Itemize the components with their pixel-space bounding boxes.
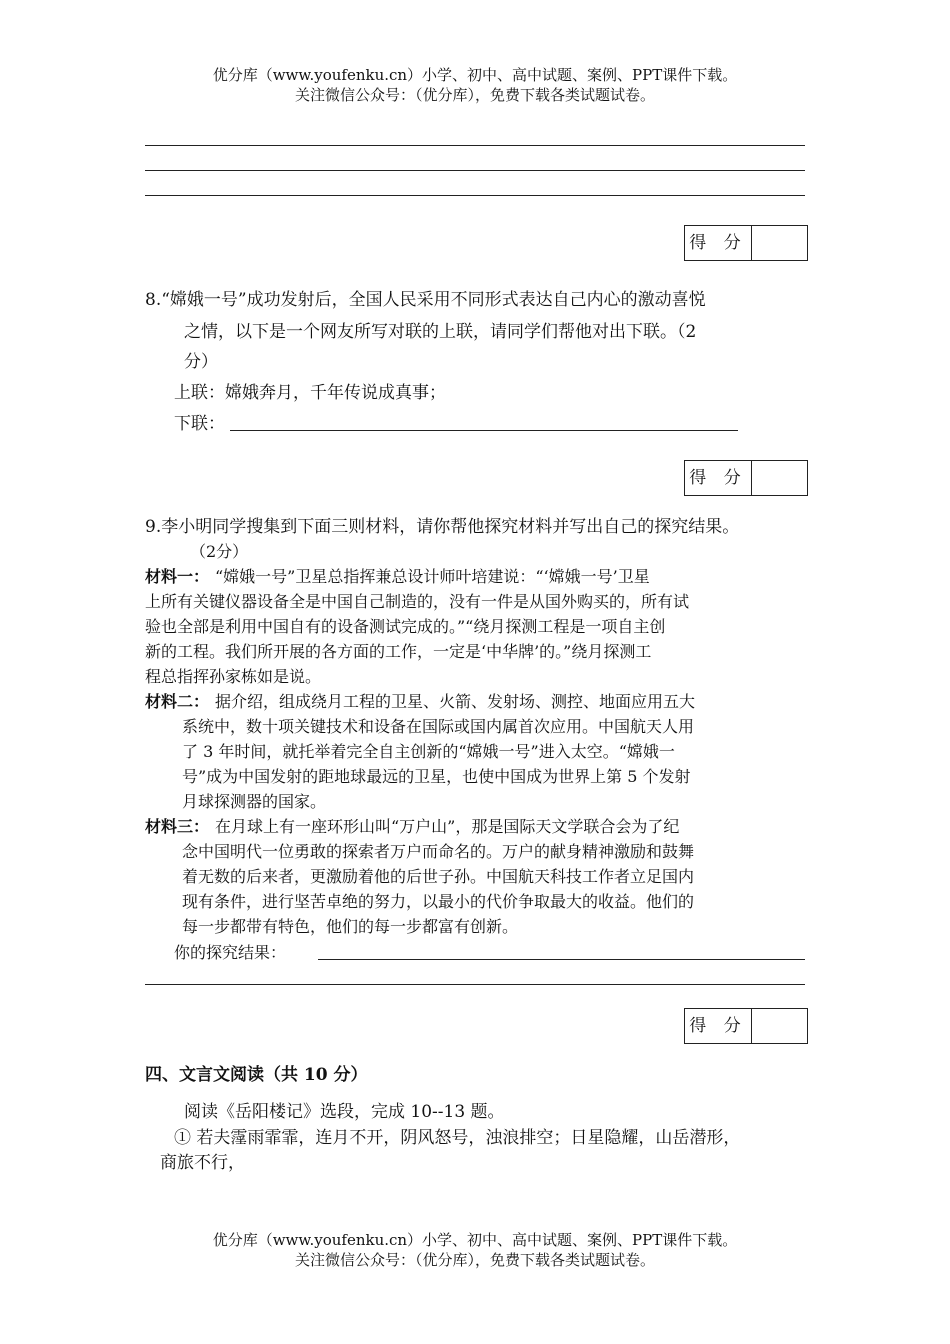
passage-line: ① 若夫霪雨霏霏，连月不开，阴风怒号，浊浪排空；日星隐耀，山岳潜形，	[174, 1128, 741, 1148]
score-label: 得 分	[685, 226, 752, 260]
material-3-line: 在月球上有一座环形山叫“万户山”，那是国际天文学联合会为了纪	[215, 817, 680, 836]
material-3-line: 着无数的后来者，更激励着他的后世子孙。中国航天科技工作者立足国内	[182, 867, 695, 886]
score-label: 得 分	[685, 1009, 752, 1043]
score-blank[interactable]	[752, 461, 807, 495]
material-1-line: 上所有关键仪器设备全是中国自己制造的，没有一件是从国外购买的，所有试	[145, 592, 690, 611]
answer-line	[145, 170, 805, 171]
material-3-line: 现有条件，进行坚苦卓绝的努力，以最小的代价争取最大的收益。他们的	[182, 892, 695, 911]
score-box	[684, 460, 808, 496]
material-2-line: 据介绍，组成绕月工程的卫星、火箭、发射场、测控、地面应用五大	[215, 692, 696, 711]
q8-line-1: 8.“嫦娥一号”成功发射后，全国人民采用不同形式表达自己内心的激动喜悦	[145, 290, 706, 310]
q9-points: （2分）	[190, 542, 249, 561]
q9-result-answer-line[interactable]	[145, 984, 805, 985]
material-1-line: 验也全部是利用中国自有的设备测试完成的。”“绕月探测工程是一项自主创	[145, 617, 666, 636]
material-2-label: 材料二：	[145, 692, 210, 711]
material-1-label: 材料一：	[145, 567, 210, 586]
material-3-label: 材料三：	[145, 817, 210, 836]
material-1-line: 新的工程。我们所开展的各方面的工作，一定是‘中华牌’的。”绕月探测工	[145, 642, 652, 661]
material-2-line: 号”成为中国发射的距地球最远的卫星，也使中国成为世界上第 5 个发射	[182, 767, 691, 786]
material-1-line: 程总指挥孙家栋如是说。	[145, 667, 322, 686]
score-blank[interactable]	[752, 1009, 807, 1043]
material-2-line: 月球探测器的国家。	[182, 792, 327, 811]
page-header-line-1: 优分库（www.youfenku.cn）小学、初中、高中试题、案例、PPT课件下载。	[212, 66, 738, 84]
material-3-line: 念中国明代一位勇敢的探索者万户而命名的。万户的献身精神激励和鼓舞	[182, 842, 695, 861]
page-header-line-2: 关注微信公众号：（优分库），免费下载各类试题试卷。	[294, 86, 655, 104]
page-footer-line-2: 关注微信公众号：（优分库），免费下载各类试题试卷。	[294, 1251, 655, 1269]
q8-line-2: 之情，以下是一个网友所写对联的上联，请同学们帮他对出下联。（2	[184, 322, 697, 342]
answer-line	[145, 195, 805, 196]
q8-line-3: 分）	[184, 352, 218, 372]
material-2-line: 了 3 年时间，就托举着完全自主创新的“嫦娥一号”进入太空。“嫦娥一	[182, 742, 675, 761]
material-2-line: 系统中，数十项关键技术和设备在国际或国内属首次应用。中国航天人用	[182, 717, 695, 736]
q9-result-answer-line[interactable]	[318, 959, 805, 960]
score-label: 得 分	[685, 461, 752, 495]
material-3-line: 每一步都带有特色，他们的每一步都富有创新。	[182, 917, 519, 936]
score-blank[interactable]	[752, 226, 807, 260]
q8-lower-answer-line[interactable]	[230, 430, 738, 431]
score-box	[684, 1008, 808, 1044]
material-1-line: “嫦娥一号”卫星总指挥兼总设计师叶培建说：“‘嫦娥一号’卫星	[215, 567, 650, 586]
page-footer-line-1: 优分库（www.youfenku.cn）小学、初中、高中试题、案例、PPT课件下载。	[212, 1231, 738, 1249]
q8-lower-label: 下联：	[174, 414, 225, 434]
section-4-intro: 阅读《岳阳楼记》选段，完成 10--13 题。	[184, 1102, 505, 1122]
q9-line-1: 9.李小明同学搜集到下面三则材料，请你帮他探究材料并写出自己的探究结果。	[145, 517, 740, 537]
q9-result-label: 你的探究结果：	[174, 943, 287, 962]
q8-upper-couplet: 上联：嫦娥奔月，千年传说成真事；	[174, 383, 446, 403]
answer-line	[145, 145, 805, 146]
section-4-title: 四、文言文阅读（共 10 分）	[145, 1065, 368, 1085]
passage-line: 商旅不行，	[160, 1153, 245, 1173]
score-box	[684, 225, 808, 261]
